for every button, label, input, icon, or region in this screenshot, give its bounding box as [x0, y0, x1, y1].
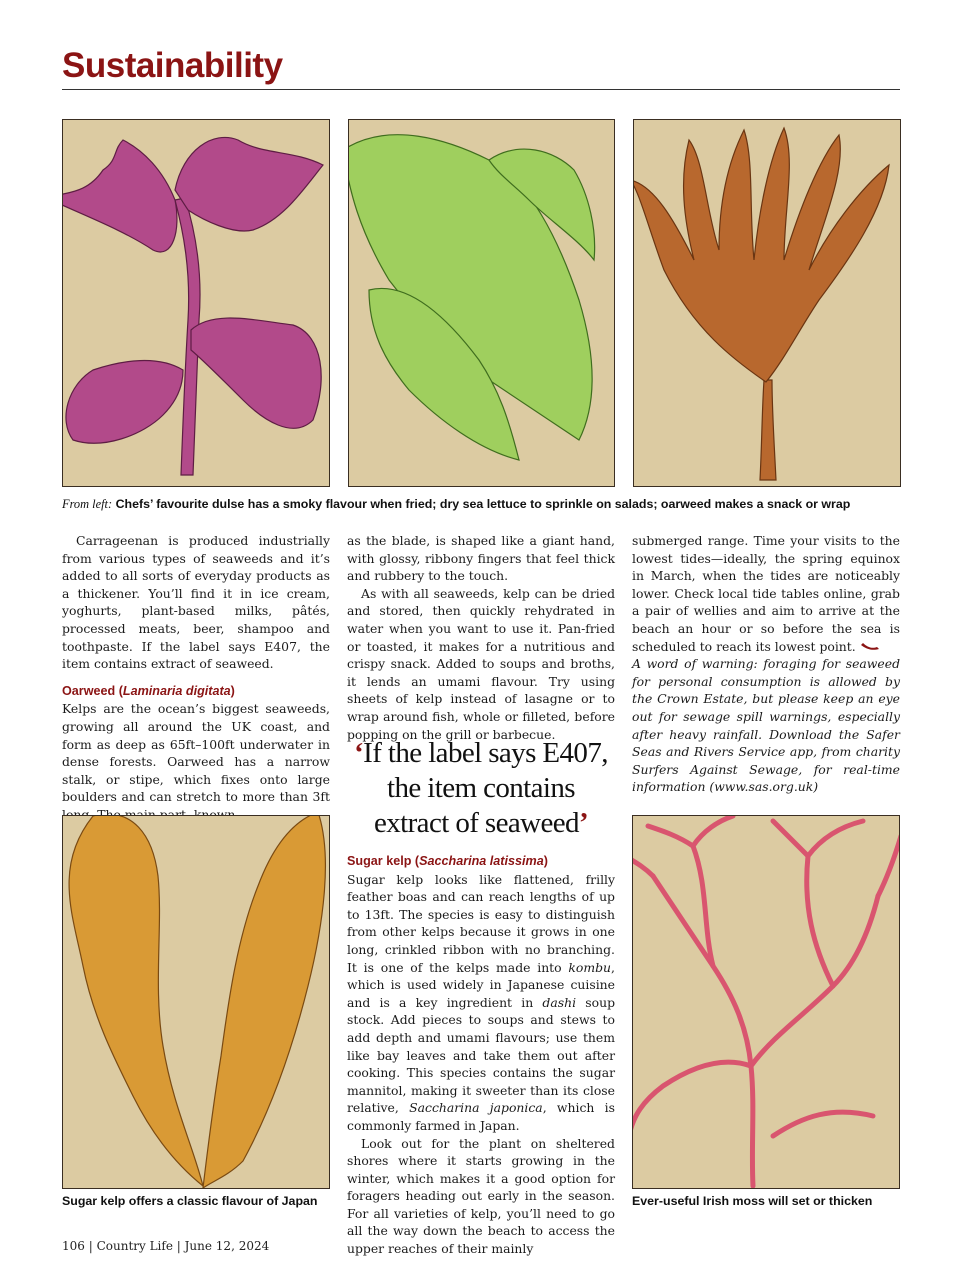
dulse-illustration	[62, 119, 330, 487]
foraging-warning: A word of warning: foraging for seaweed for personal consumption is allowed by the Crown Estate, but please keep an eye out for sewage spill warnings, especially after heavy rainfall. Download the Safer Seas and Rivers Service app, from charity Surfers Against Sewage, for real-time information (www.sas.org.uk)	[632, 656, 900, 795]
p3-part-b: , which is used widely in Japanese cuisine and is a key ingredient in	[347, 959, 615, 1010]
top-caption-text: Chefs’ favourite dulse has a smoky flavour when fried; dry sea lettuce to sprinkle on salads; oarweed makes a snack or wrap	[112, 497, 851, 511]
irish-moss-illustration	[632, 815, 900, 1189]
page-footer: 106 | Country Life | June 12, 2024	[62, 1239, 270, 1253]
oarweed-illustration	[633, 119, 901, 487]
col1-paragraph-1: Carrageenan is produced industrially from various types of seaweeds and it’s added to all sorts of everyday products as a thickener. You’ll find it in ice cream, yoghurts, plant-based milks, pâtés, processed meats, beer, shampoo and toothpaste. If the label says E407, the item contains extract of seaweed.	[62, 533, 330, 672]
col2-paragraph-2: As with all seaweeds, kelp can be dried and stored, then quickly rehydrated in water when you want to use it. Pan-fried or toasted, it makes for a nutritious and crispy snack. Added to soups and broths, it lends an umami flavour. Try using sheets of kelp instead of lasagne or to wrap around fish, whole or filleted, before popping on the grill or barbecue.	[347, 585, 615, 742]
sugar-kelp-heading	[347, 853, 615, 871]
oarweed-heading-close: )	[230, 683, 235, 698]
top-caption-lead: From left:	[62, 497, 113, 511]
column-2-lower	[347, 853, 615, 1258]
pull-quote-close: ’	[578, 807, 589, 839]
col2-paragraph-3	[347, 871, 615, 1135]
col2-paragraph-1: as the blade, is shaped like a giant hand, with glossy, ribbony fingers that feel thick and rubbery to the touch.	[347, 533, 615, 584]
col2-paragraph-4: Look out for the plant on sheltered shores where it starts growing in the winter, which makes it a good option for foragers heading out early in the season. For all varieties of kelp, you’ll need to go all the way down the beach to access the upper reaches of their mainly	[347, 1135, 615, 1257]
p3-part-d: , which is commonly farmed in Japan.	[347, 1100, 615, 1133]
oarweed-heading-name: Oarweed (	[62, 683, 123, 698]
title-rule	[62, 89, 900, 90]
col3-paragraph-1-text: submerged range. Time your visits to the lowest tides—ideally, the spring equinox in March, when the tides are noticeably lower. Check local tide tables online, grab a pair of wellies and aim to arrive at the beach an hour or so before the sea is scheduled to reach its lowest point.	[632, 533, 900, 654]
p3-part-c: soup stock. Add pieces to soups and stews to add depth and umami flavours; use them like bay leaves and take them out after cooking. This species contains the sugar mannitol, making it sweeter than its close relative,	[347, 994, 615, 1116]
end-mark-icon	[860, 643, 880, 652]
p3-kombu: kombu	[568, 959, 612, 975]
pull-quote-text: If the label says E407, the item contains extract of seaweed	[363, 737, 608, 839]
column-3	[632, 532, 900, 796]
sugar-kelp-heading-close: )	[543, 854, 548, 868]
p3-japonica: Saccharina japonica	[409, 1100, 543, 1116]
irish-moss-caption: Ever-useful Irish moss will set or thicken	[632, 1194, 873, 1208]
section-title: Sustainability	[62, 46, 283, 85]
column-2	[347, 532, 615, 743]
pull-quote	[347, 736, 615, 841]
p3-part-a: Sugar kelp looks like flattened, frilly feather boas and can reach lengths of up to 13ft. The species is easy to distinguish from other kelps because it grows in one long, crinkled ribbon with no branching. It is one of the kelps made into	[347, 871, 615, 975]
sugar-kelp-caption: Sugar kelp offers a classic flavour of Japan	[62, 1194, 318, 1208]
sugar-kelp-illustration	[62, 815, 330, 1189]
oarweed-heading	[62, 683, 330, 701]
oarweed-heading-latin: Laminaria digitata	[122, 683, 231, 698]
top-caption	[62, 497, 850, 512]
sea-lettuce-illustration	[348, 119, 615, 487]
pull-quote-open: ‘	[354, 737, 364, 769]
sugar-kelp-heading-name: Sugar kelp (	[347, 854, 420, 868]
col1-paragraph-2: Kelps are the ocean’s biggest seaweeds, growing all around the UK coast, and form as deep as 65ft–100ft underwater in dense forests. Oarweed has a narrow stalk, or stipe, which fixes onto large boulders and can stretch to more than 3ft	[62, 701, 330, 805]
sugar-kelp-heading-latin: Saccharina latissima	[419, 854, 544, 868]
p3-dashi: dashi	[542, 994, 577, 1010]
column-1	[62, 532, 330, 824]
col3-paragraph-1	[632, 532, 900, 655]
